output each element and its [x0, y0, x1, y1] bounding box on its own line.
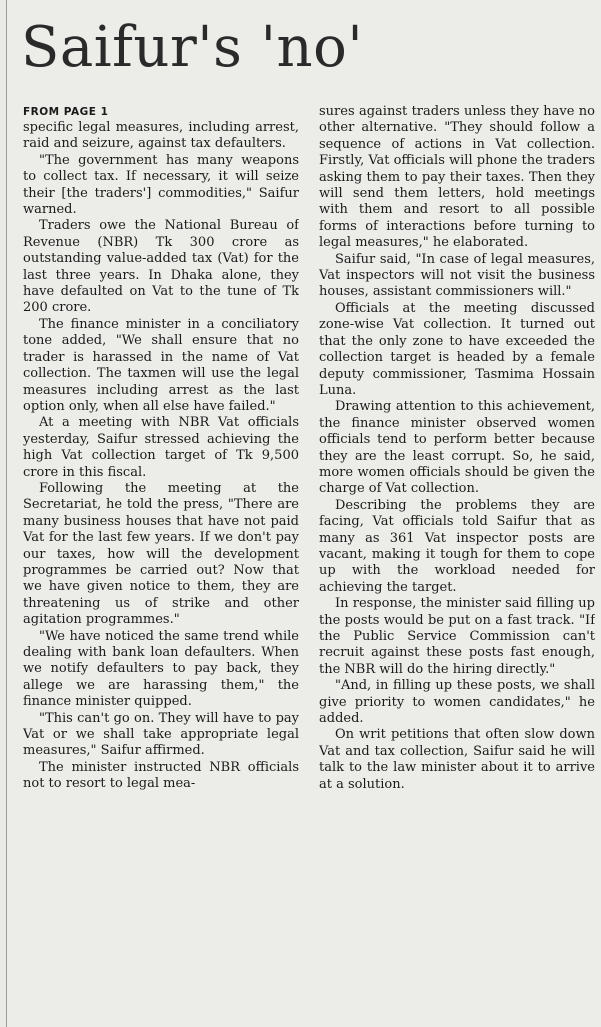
newspaper-clipping [6, 0, 601, 1027]
jump-label: FROM PAGE 1 [23, 106, 109, 118]
paragraph: sures against traders unless they have no other alternative. "They should follow a sequence of actions in Vat collection. Firstly, Vat officials will phone the traders asking them to pay their taxes. Then they will send them letters, hold meetings with them and resort to all possible forms of interactions before turning to legal measures," he elaborated. [319, 104, 595, 251]
paragraph: Saifur said, "In case of legal measures, Vat inspectors will not visit the business houses, assistant commissioners will." [319, 251, 595, 300]
headline: Saifur's 'no' [21, 15, 364, 80]
article-body [23, 104, 595, 1019]
paragraph: Following the meeting at the Secretariat, he told the press, "There are many business houses that have not paid Vat for the last few years. If we don't pay our taxes, how will the development programmes be carried out? Now that we have given notice to them, they are threatening us of strike and other agitation programmes." [23, 480, 299, 628]
paragraph: Describing the problems they are facing, Vat officials told Saifur that as many as 361 Vat inspector posts are vacant, making it tough for them to cope up with the workload needed for achieving the target. [319, 497, 595, 595]
article-column-1 [23, 104, 299, 1019]
article-column-2 [319, 104, 595, 1019]
paragraph: On writ petitions that often slow down Vat and tax collection, Saifur said he will talk to the law minister about it to arrive at a solution. [319, 727, 595, 792]
paragraph: The finance minister in a conciliatory tone added, "We shall ensure that no trader is harassed in the name of Vat collection. The taxmen will use the legal measures including arrest as the last option only, when all else have failed." [23, 316, 299, 414]
paragraph: "The government has many weapons to collect tax. If necessary, it will seize their [the traders'] commodities," Saifur warned. [23, 152, 299, 218]
paragraph: "We have noticed the same trend while dealing with bank loan defaulters. When we notify defaulters to pay back, they allege we are harassing them," the finance minister quipped. [23, 628, 299, 710]
paragraph: Drawing attention to this achievement, the finance minister observed women officials tend to perform better because they are the least corrupt. So, he said, more women officials should be given the charge of Vat collection. [319, 399, 595, 497]
paragraph: specific legal measures, including arrest, raid and seizure, against tax defaulters. [23, 120, 299, 152]
paragraph: At a meeting with NBR Vat officials yesterday, Saifur stressed achieving the high Vat collection target of Tk 9,500 crore in this fiscal. [23, 415, 299, 480]
paragraph: In response, the minister said filling up the posts would be put on a fast track. "If the Public Service Commission can't recruit against these posts fast enough, the NBR will do the hiring directly." [319, 596, 595, 677]
paragraph: "This can't go on. They will have to pay Vat or we shall take appropriate legal measures," Saifur affirmed. [23, 710, 299, 759]
paragraph: The minister instructed NBR officials not to resort to legal mea- [23, 759, 299, 792]
paragraph: "And, in filling up these posts, we shall give priority to women candidates," he added. [319, 678, 595, 727]
paragraph: Traders owe the National Bureau of Revenue (NBR) Tk 300 crore as outstanding value-added tax (Vat) for the last three years. In Dhaka alone, they have defaulted on Vat to the tune of Tk 200 crore. [23, 218, 299, 316]
paragraph: Officials at the meeting discussed zone-wise Vat collection. It turned out that the only zone to have exceeded the collection target is headed by a female deputy commissioner, Tasmima Hossain Luna. [319, 300, 595, 398]
